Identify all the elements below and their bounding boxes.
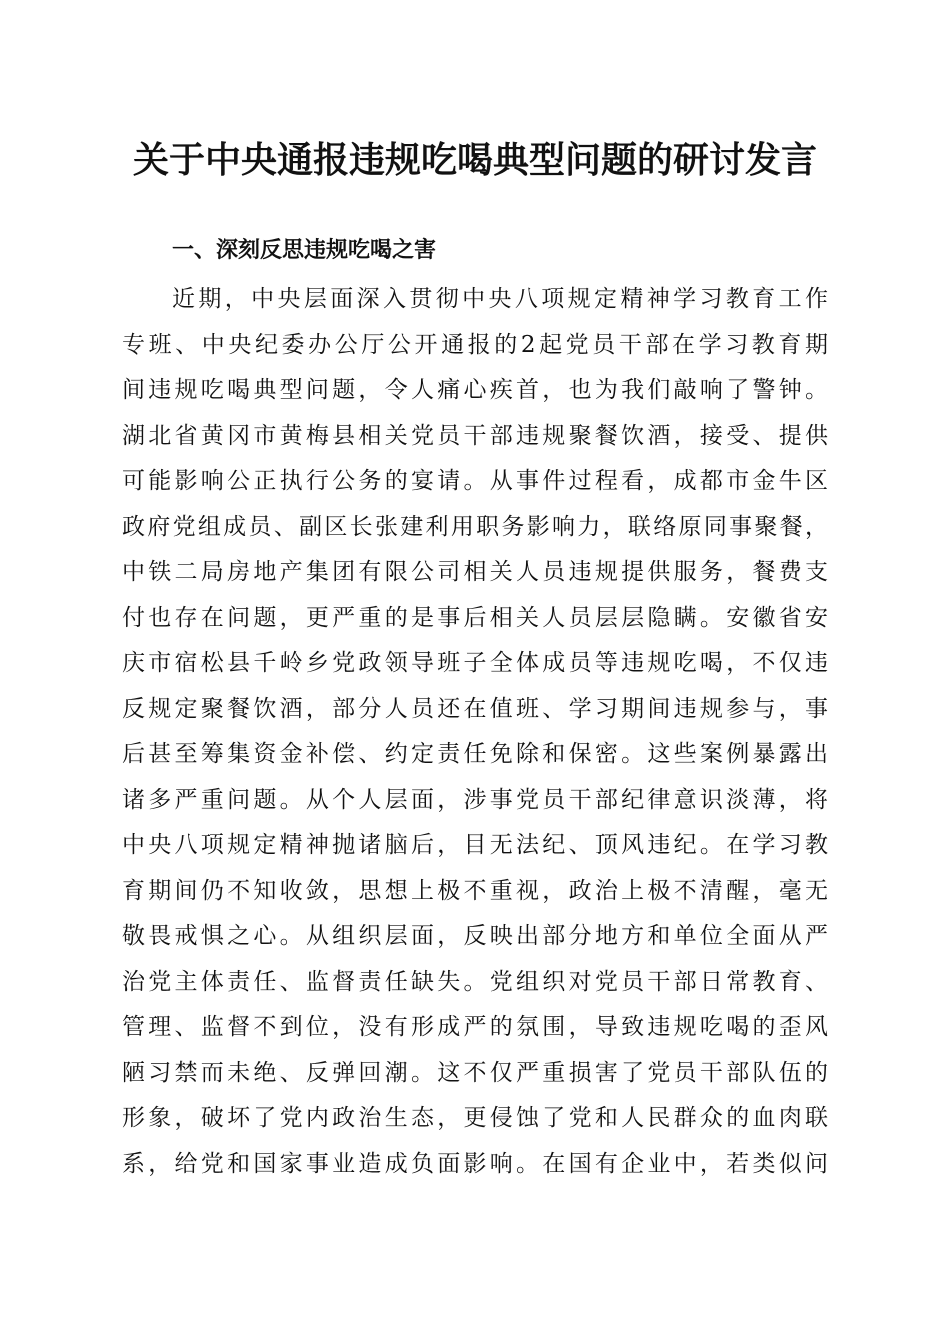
paragraph-line: 诸多严重问题。从个人层面，涉事党员干部纪律意识淡薄，将 — [122, 786, 828, 813]
paragraph-line: 近期，中央层面深入贯彻中央八项规定精神学习教育工作 — [172, 286, 828, 312]
paragraph-line: 湖北省黄冈市黄梅县相关党员干部违规聚餐饮酒，接受、提供 — [122, 422, 828, 449]
paragraph-line: 系，给党和国家事业造成负面影响。在国有企业中，若类似问 — [122, 1150, 828, 1177]
paragraph-line: 可能影响公正执行公务的宴请。从事件过程看，成都市金牛区 — [122, 468, 828, 494]
paragraph-line: 政府党组成员、副区长张建利用职务影响力，联络原同事聚餐， — [122, 513, 828, 540]
paragraph-line: 中央八项规定精神抛诸脑后，目无法纪、顶风违纪。在学习教 — [122, 832, 828, 858]
paragraph-line: 陋习禁而未绝、反弹回潮。这不仅严重损害了党员干部队伍的 — [122, 1059, 828, 1086]
paragraph-line: 管理、监督不到位，没有形成严的氛围，导致违规吃喝的歪风 — [122, 1014, 828, 1040]
paragraph-line: 敬畏戒惧之心。从组织层面，反映出部分地方和单位全面从严 — [122, 923, 828, 949]
paragraph-line: 后甚至筹集资金补偿、约定责任免除和保密。这些案例暴露出 — [122, 741, 828, 767]
paragraph-line: 付也存在问题，更严重的是事后相关人员层层隐瞒。安徽省安 — [122, 604, 828, 631]
section-heading: 一、深刻反思违规吃喝之害 — [172, 238, 437, 263]
paragraph-line: 育期间仍不知收敛，思想上极不重视，政治上极不清醒，毫无 — [122, 877, 828, 904]
paragraph-line: 间违规吃喝典型问题，令人痛心疾首，也为我们敲响了警钟。 — [122, 377, 828, 403]
paragraph-line: 治党主体责任、监督责任缺失。党组织对党员干部日常教育、 — [122, 968, 828, 995]
document-title: 关于中央通报违规吃喝典型问题的研讨发言 — [132, 139, 817, 181]
paragraph-line: 庆市宿松县千岭乡党政领导班子全体成员等违规吃喝，不仅违 — [122, 650, 828, 676]
paragraph-line: 中铁二局房地产集团有限公司相关人员违规提供服务，餐费支 — [122, 559, 828, 585]
paragraph-line: 反规定聚餐饮酒，部分人员还在值班、学习期间违规参与，事 — [122, 695, 828, 722]
body-paragraph — [122, 277, 828, 1187]
paragraph-line: 形象，破坏了党内政治生态，更侵蚀了党和人民群众的血肉联 — [122, 1105, 828, 1131]
paragraph-line: 专班、中央纪委办公厅公开通报的2起党员干部在学习教育期 — [122, 331, 828, 358]
